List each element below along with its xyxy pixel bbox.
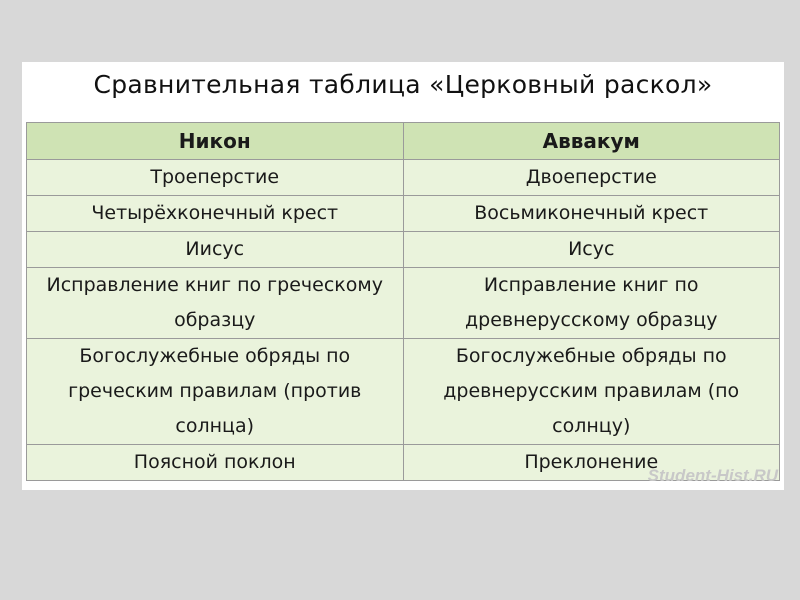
table-row (27, 232, 780, 268)
slide-sheet (22, 62, 784, 490)
comparison-table (26, 122, 780, 481)
table-cell: Четырёхконечный крест (27, 196, 404, 232)
page-title: Сравнительная таблица «Церковный раскол» (93, 70, 713, 99)
column-header-nikon: Никон (27, 123, 404, 160)
table-cell: Исправление книг по древнерусскому образцу (403, 268, 780, 339)
table-row (27, 196, 780, 232)
table-cell: Троеперстие (27, 160, 404, 196)
table-cell: Исправление книг по греческому образцу (27, 268, 404, 339)
table-cell: Иисус (27, 232, 404, 268)
table-row (27, 160, 780, 196)
table-cell: Богослужебные обряды по древнерусским правилам (по солнцу) (403, 339, 780, 445)
table-cell: Поясной поклон (27, 445, 404, 481)
table-row (27, 268, 780, 339)
table-row (27, 339, 780, 445)
table-header-row (27, 123, 780, 160)
column-header-avvakum: Аввакум (403, 123, 780, 160)
table-cell: Исус (403, 232, 780, 268)
watermark: Student-Hist.RU (647, 466, 778, 485)
table-cell: Преклонение (403, 445, 780, 481)
table-cell: Богослужебные обряды по греческим правилам (против солнца) (27, 339, 404, 445)
table-cell: Восьмиконечный крест (403, 196, 780, 232)
table-cell: Двоеперстие (403, 160, 780, 196)
